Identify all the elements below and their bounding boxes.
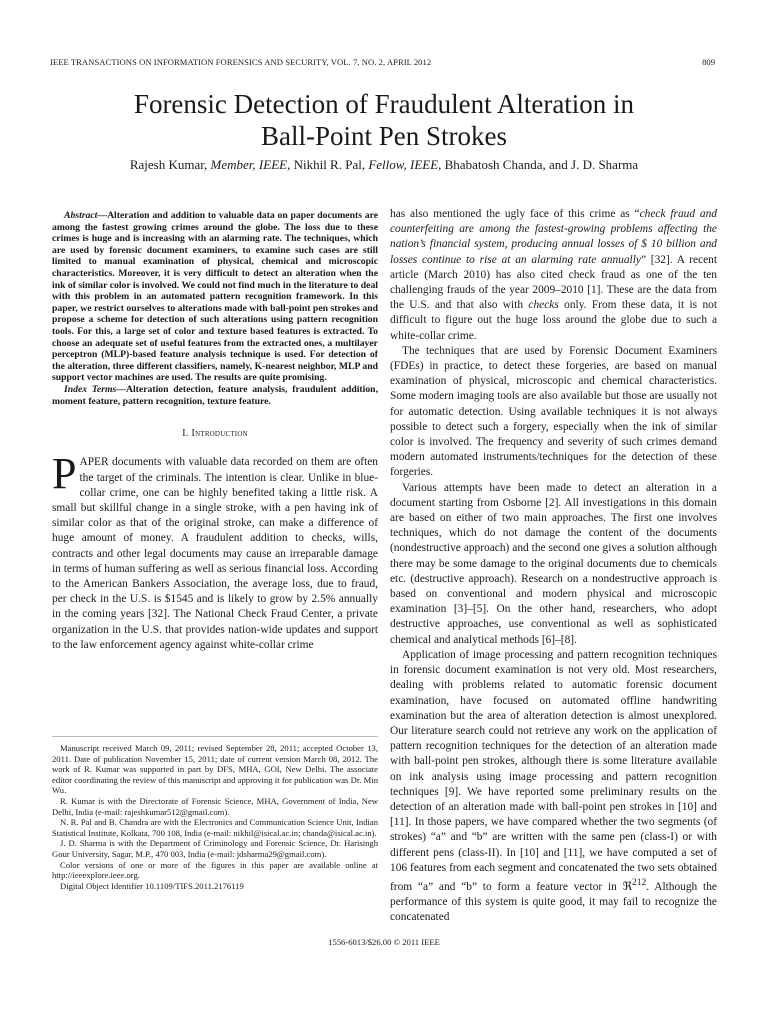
author-2-role: Fellow, IEEE, <box>368 157 442 172</box>
text-run: . Although the performance of this system is quite good, it may fail to recognize the concatenated <box>390 880 717 924</box>
footnote-author-sharma: J. D. Sharma is with the Department of Criminology and Forensic Science, Dr. Harisingh Gour University, Sagar, M.P., 470 003, India (e-mail: jdsharma29@gmail.com). <box>52 838 378 859</box>
abstract-lead: Abstract <box>64 210 98 221</box>
left-column <box>52 210 378 653</box>
intro-paragraph <box>52 449 378 653</box>
title-line-2: Ball-Point Pen Strokes <box>260 121 507 151</box>
right-column <box>390 207 717 925</box>
author-list <box>30 157 738 173</box>
section-title: Introduction <box>191 428 248 440</box>
abstract-text: —Alteration and addition to valuable data on paper documents are among the fastest growing crimes around the globe. The loss due to these crimes is huge and is increasing with an alarming rate. The techniques, which are used by forensic document examiners, to examine such cases are still limited to manual examination of physical, chemical and microscopic characteristics. Moreover, it is very difficult to detect an alteration when the ink of similar color is involved. We could not find much in the literature to deal with this problem in an automated pattern recognition framework. In this paper, we restrict ourselves to alterations made with ball-point pen strokes and propose a scheme for detection of such alterations using pattern recognition tools. For this, a large set of color and texture based features is extracted. To choose an adequate set of useful features from the extracted ones, a multilayer perceptron (MLP)-based feature analysis technique is used. For detection of the alteration, three different classifiers, namely, K-nearest neighbor, MLP and support vector machines are used. The results are quite promising. <box>52 210 378 384</box>
section-heading <box>52 426 378 441</box>
intro-text: APER documents with valuable data recorded on them are often the target of the criminals. The intention is clear. Unlike in blue-collar crime, one can be highly benefited taking a little risk. A small but skillful change in a single stroke, with a pen having ink of similar color as that of the original stroke, can make a difference of huge amount of money. A fraudulent addition to checks, wills, contracts and other legal documents may cause an irreparable damage in terms of human suffering as well as serious financial loss. According to the American Bankers Association, the average loss, due to fraud, per check in the U.S. is $1545 and is likely to grow by 2.5% annually in the coming years [32]. The National Check Fraud Center, a private organization in the U.S. that provides nation-wide updates and support to the law enforcement agency against white-collar crime <box>52 456 378 651</box>
text-run: only. From these data, it is not difficult to figure out the huge loss around the globe due to such a white-collar crime. <box>390 299 717 342</box>
section-numeral: I. <box>182 428 189 440</box>
text-run: has also mentioned the ugly face of this crime as “ <box>390 208 640 220</box>
drop-cap: P <box>52 449 77 499</box>
index-terms-text: —Alteration detection, feature analysis, fraudulent addition, moment feature, pattern recognition, texture feature. <box>52 383 378 407</box>
running-head: IEEE TRANSACTIONS ON INFORMATION FORENSICS AND SECURITY, VOL. 7, NO. 2, APRIL 2012 <box>50 57 432 67</box>
author-2: Nikhil R. Pal, <box>293 157 366 172</box>
author-3-4: Bhabatosh Chanda, and J. D. Sharma <box>444 157 639 172</box>
abstract <box>52 210 378 384</box>
footnote-author-pal-chanda: N. R. Pal and B. Chandra are with the Electronics and Communication Science Unit, Indian Statistical Institute, Kolkata, 700 108, India (e-mail: nikhil@isical.ac.in; chanda@isical.ac.in). <box>52 817 378 838</box>
page-number: 809 <box>702 57 715 67</box>
paragraph-pattern-recognition <box>390 648 717 925</box>
footnotes <box>52 743 378 891</box>
text-run: Application of image processing and pattern recognition techniques in forensic document examination is not very old. Most researchers, dealing with problems related to automatic forensic document examination, have focused on automated offline handwriting examination but the area of alteration detection is almost unexplored. Our literature search could not retrieve any work on the application of pattern recognition techniques for the detection of an alteration made with ball-point pen strokes, although there is some literature available on ink analysis using image processing and pattern recognition techniques [9]. We have reported some preliminary results on the detection of an alteration made with ball-point pen strokes in [10] and [11]. In those papers, we have compared whether the two segments (of strokes) “a” and “b” are written with the same pen (class-I) or with different pens (class-II). In [10] and [11], we have computed a set of 106 features from each segment and concatenated the two sets obtained from “a” and “b” to form a feature vector in ℜ <box>390 648 717 893</box>
index-terms <box>52 384 378 407</box>
text-run: ” [32]. A recent article (March 2010) has also cited check fraud as one of the ten challenging frauds of the year 2009–2010 [1]. These are the data from the U.S. and that also with <box>390 253 717 312</box>
emphasis-checks: checks <box>528 299 559 312</box>
author-1: Rajesh Kumar, <box>129 157 208 172</box>
paragraph-approaches: Various attempts have been made to detect an alteration in a document starting from Osborne [2]. All investigations in this domain are based on either of two main approaches. The first one involves techniques, which do not damage the content of the documents (nondestructive approach) and the second one gives a solution although there may be some damage to the original documents due to chemicals etc. (destructive approach). Research on a nondestructive approach is based on conventional and modern physical and microscopic examination [3]–[5]. On the other hand, researchers, who adopt destructive approaches, use conventional as well as sophisticated chemical and analytical methods [6]–[8]. <box>390 481 717 646</box>
footnote-author-kumar: R. Kumar is with the Directorate of Forensic Science, MHA, Government of India, New Delhi, India (e-mail: rajeshkumar512@gmail.com). <box>52 795 378 817</box>
copyright-footer: 1556-6013/$26.00 © 2011 IEEE <box>328 937 440 947</box>
footnote-color-versions: Color versions of one or more of the figures in this paper are available online at http://ieeexplore.ieee.org. <box>52 859 378 881</box>
superscript: 212 <box>631 877 647 888</box>
author-1-role: Member, IEEE, <box>210 157 291 172</box>
index-terms-lead: Index Terms <box>64 383 117 395</box>
footnote-divider <box>52 736 378 737</box>
paper-title <box>30 88 738 152</box>
paragraph-fde-techniques: The techniques that are used by Forensic Document Examiners (FDEs) in practice, to detect these forgeries, are based on manual examination of physical, microscopic and chemical characteristics. Some modern imaging tools are also available but those are usually not for automatic detection. Using available techniques it is not always possible to detect such a forgery, especially when the ink of similar color is involved. The frequency and severity of such crimes demand modern automated instruments/techniques for the detection of these forgeries. <box>390 344 717 479</box>
paragraph-continued <box>390 207 717 344</box>
quote-text: check fraud and counterfeiting are among the fastest-growing problems affecting the nation’s financial system, producing annual losses of $ 10 billion and losses continue to rise at an alarming rate annually <box>390 208 718 266</box>
footnote-manuscript: Manuscript received March 09, 2011; revised September 28, 2011; accepted October 13, 2011. Date of publication November 15, 2011; date of current version March 08, 2012. The work of R. Kumar was supported in part by DFS, MHA, GOI, New Delhi. The associate editor coordinating the review of this manuscript and approving it for publication was Dr. Min Wu. <box>52 743 378 796</box>
title-line-1: Forensic Detection of Fraudulent Alteration in <box>133 89 635 119</box>
footnote-doi: Digital Object Identifier 10.1109/TIFS.2011.2176119 <box>60 880 244 891</box>
